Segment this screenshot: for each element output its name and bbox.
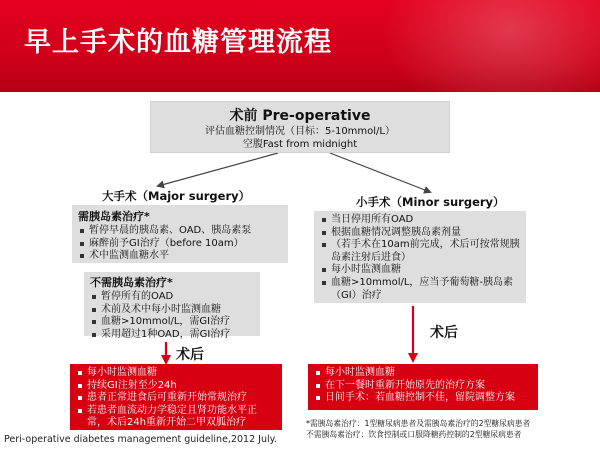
major-postop-item: 持续GI注射至少24h xyxy=(76,380,276,393)
major-insulin-title: 需胰岛素治疗* xyxy=(78,210,150,223)
citation: Peri-operative diabetes management guideline,2012 July. xyxy=(4,434,277,445)
major-no-insulin-item: 血糖>10mmol/L，需GI治疗 xyxy=(90,316,254,329)
major-insulin-item: 暂停早晨的胰岛素、OAD、胰岛素泵 xyxy=(78,225,282,238)
major-insulin-item: 麻醉前予GI治疗（before 10am） xyxy=(78,238,282,251)
major-no-insulin-item: 暂停所有的OAD xyxy=(90,291,254,304)
minor-postop-item: 每小时监测血糖 xyxy=(314,367,532,380)
preop-line1: 评估血糖控制情况（目标：5-10mmol/L） xyxy=(204,126,395,137)
footnote-no-insulin: 不需胰岛素治疗：饮食控制或口服降糖药控制的2型糖尿病患者 xyxy=(306,430,522,439)
arrow-to-minor xyxy=(330,153,430,192)
major-insulin-box xyxy=(72,205,288,263)
minor-item: （若手术在10am前完成，术后可按常规胰岛素注射后进食） xyxy=(320,239,520,264)
minor-surgery-label: 小手术（Minor surgery） xyxy=(356,195,505,209)
minor-item: 每小时监测血糖 xyxy=(320,264,520,277)
major-no-insulin-box xyxy=(84,272,260,340)
major-postop-box xyxy=(70,364,282,430)
major-postop-item: 若患者血流动力学稳定且肾功能水平正常，术后24h重新开始二甲双胍治疗 xyxy=(76,405,276,430)
preop-line2: 空腹Fast from midnight xyxy=(242,139,358,150)
major-after-label: 术后 xyxy=(176,347,204,363)
minor-item: 根据血糖情况调整胰岛素剂量 xyxy=(320,227,520,240)
major-postop-item: 每小时监测血糖 xyxy=(76,367,276,380)
minor-postop-box xyxy=(308,364,538,410)
minor-postop-item: 在下一餐时重新开始原先的治疗方案 xyxy=(314,380,532,393)
page-title: 早上手术的血糖管理流程 xyxy=(24,27,332,58)
major-no-insulin-item: 术前及术中每小时监测血糖 xyxy=(90,304,254,317)
footnote-insulin: *需胰岛素治疗：1型糖尿病患者及需胰岛素治疗的2型糖尿病患者 xyxy=(306,419,531,428)
arrow-to-major xyxy=(158,153,278,186)
preop-heading: 术前 Pre-operative xyxy=(229,108,371,124)
minor-item: 当日停用所有OAD xyxy=(320,214,520,227)
major-surgery-label: 大手术（Major surgery） xyxy=(102,189,251,203)
minor-postop-item: 日间手术：若血糖控制不佳，留院调整方案 xyxy=(314,392,532,405)
major-insulin-item: 术中监测血糖水平 xyxy=(78,250,282,263)
minor-item: 血糖>10mmol/L，应当予葡萄糖-胰岛素（GI）治疗 xyxy=(320,277,520,302)
major-no-insulin-item: 采用超过1种OAD，需GI治疗 xyxy=(90,329,254,342)
preop-box xyxy=(150,101,450,153)
major-postop-item: 患者正常进食后可重新开始常规治疗 xyxy=(76,392,276,405)
minor-surgery-box xyxy=(314,211,526,303)
minor-after-label: 术后 xyxy=(430,325,458,341)
major-no-insulin-title: 不需胰岛素治疗* xyxy=(90,276,173,289)
